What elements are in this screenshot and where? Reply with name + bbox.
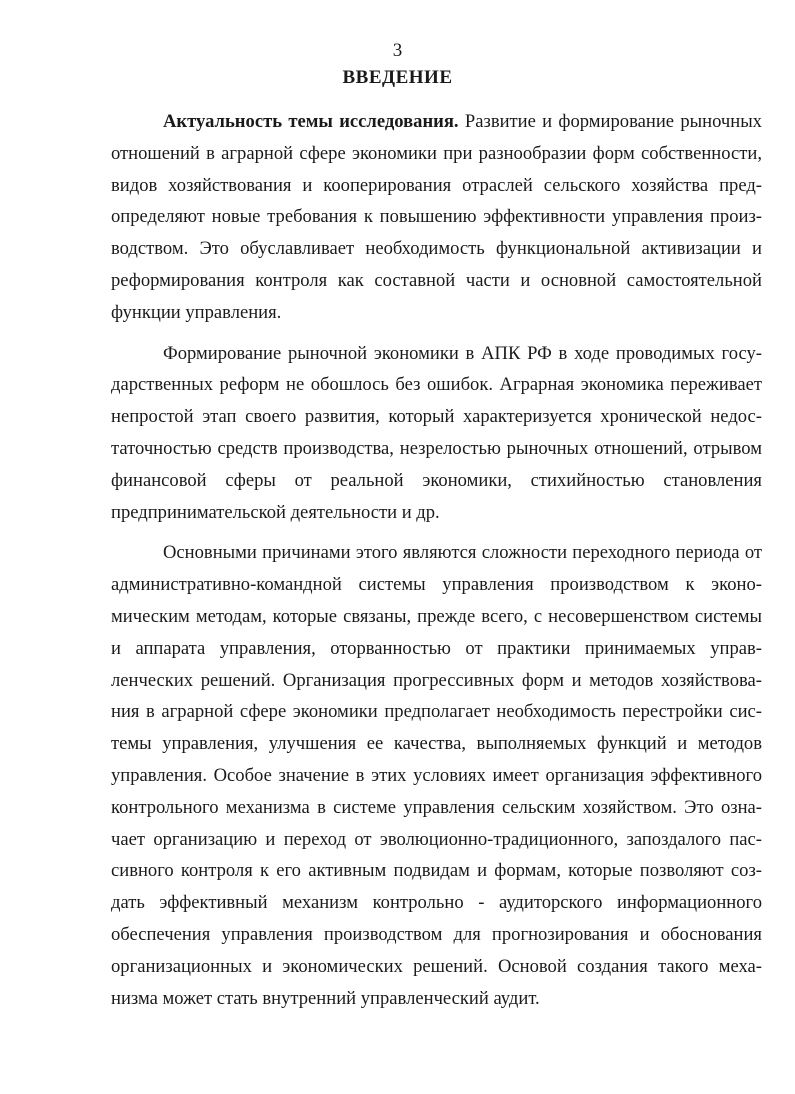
document-body <box>111 106 762 1023</box>
page-title: ВВЕДЕНИЕ <box>342 67 453 88</box>
paragraph-relevance <box>111 106 762 329</box>
page-number: 3 <box>392 40 403 61</box>
paragraph-lead-heading: Актуальность темы исследования. <box>163 111 459 132</box>
paragraph-text: Развитие и формирование рыночных отношений в аграрной сфере экономики при разнообразии форм собственности, видов хозяйствования и кооперирования отраслей сельского хозяйства предопределяют новые требования к повышению эффективности управления производством. Это обуславливает необходимость функциональной активизации и реформирования контроля как составной части и основной самостоятельной функции управления. <box>111 111 762 323</box>
paragraph-reasons: Основными причинами этого являются сложности переходного периода от административно-командной системы управления производством к экономическим методам, которые связаны, прежде всего, с несовершенством системы и аппарата управления, оторванностью от практики принимаемых управленческих решений. Организация прогрессивных форм и методов хозяйствования в аграрной сфере экономики предполагает необходимость перестройки системы управления, улучшения ее качества, выполняемых функций и методов управления. Особое значение в этих условиях имеет организация эффективного контрольного механизма в системе управления сельским хозяйством. Это означает организацию и переход от эволюционно-традиционного, запоздалого пассивного контроля к его активным подвидам и формам, которые позволяют создать эффективный механизм контрольно - аудиторского информационного обеспечения управления производством для прогнозирования и обоснования организационных и экономических решений. Основой создания такого механизма может стать внутренний управленческий аудит. <box>111 542 762 1009</box>
paragraph-market-economy: Формирование рыночной экономики в АПК РФ в ходе проводимых государственных реформ не обошлось без ошибок. Аграрная экономика переживает непростой этап своего развития, который характеризуется хронической недостаточностью средств производства, незрелостью рыночных отношений, отрывом финансовой сферы от реальной экономики, стихийностью становления предпринимательской деятельности и др. <box>111 342 762 523</box>
